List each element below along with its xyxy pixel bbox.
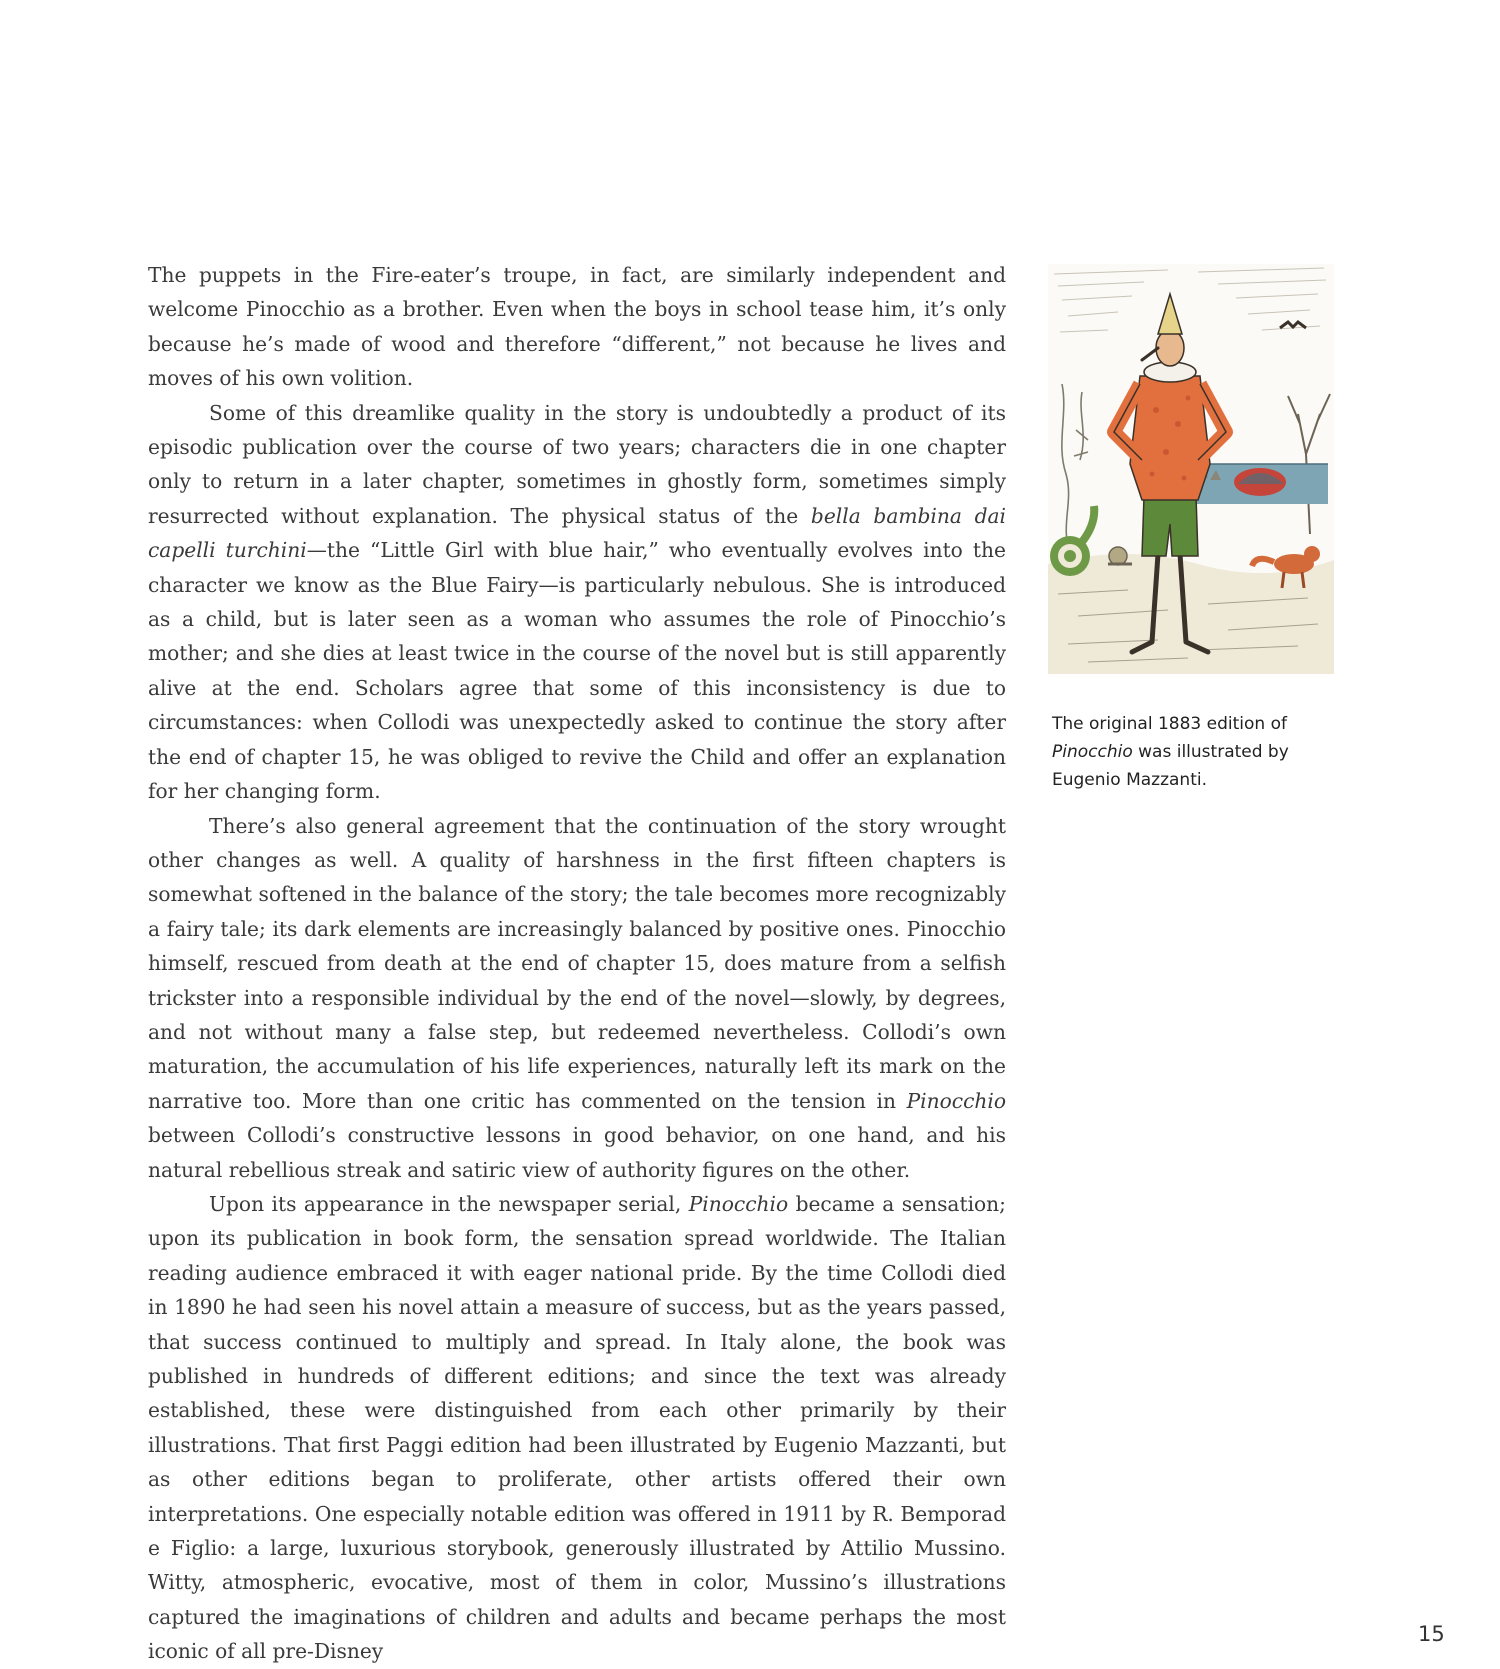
body-paragraph [148,809,1006,1187]
body-text [148,258,1006,1669]
paragraph-text: There’s also general agreement that the continuation of the story wrought other changes as well. A quality of harshness in the first fifteen chapters is somewhat softened in the balance of the story; the tale becomes more recognizably a fairy tale; its dark elements are increasingly balanced by positive ones. Pinocchio himself, rescued from death at the end of chapter 15, does mature from a selfish trickster into a responsible individual by the end of the novel—slowly, by degrees, and not without many a false step, but redeemed nevertheless. Collodi’s own maturation, the accumulation of his life experiences, naturally left its mark on the narrative too. More than one critic has commented on the tension in [148,813,1006,1113]
pinocchio-illustration [1048,264,1334,674]
page-number: 15 [1418,1622,1445,1646]
paragraph-text: —the “Little Girl with blue hair,” who eventually evolves into the character we know as the Blue Fairy—is particularly nebulous. She is introduced as a child, but is later seen as a woman who assumes the role of Pinocchio’s mother; and she dies at least twice in the course of the novel but is still apparently alive at the end. Scholars agree that some of this inconsistency is due to circumstances: when Collodi was unexpectedly asked to continue the story after the end of chapter 15, he was obliged to revive the Child and offer an explanation for her changing form. [148,538,1006,804]
body-paragraph [148,1187,1006,1669]
italic-title-text: bella bambina dai capelli turchini [148,503,1006,563]
paragraph-text: between Collodi’s constructive lessons in good behavior, on one hand, and his natural rebellious streak and satiric view of authority figures on the other. [148,1123,1006,1182]
paragraph-text: Some of this dreamlike quality in the story is undoubtedly a product of its episodic publication over the course of two years; characters die in one chapter only to return in a later chapter, sometimes in ghostly form, sometimes simply resurrected without explanation. The physical status of the [148,400,1006,528]
pinocchio-illustration-drawing [1048,264,1334,674]
left-foliage [1062,384,1088,554]
figure-caption [1052,710,1352,794]
caption-italic-text: Pinocchio [1052,742,1133,762]
italic-title-text: Pinocchio [688,1191,789,1216]
italic-title-text: Pinocchio [906,1088,1006,1113]
body-paragraph [148,258,1006,396]
paragraph-text: became a sensation; upon its publication in book form, the sensation spread worldwide. The Italian reading audience embraced it with eager national pride. By the time Collodi died in 1890 he had seen his novel attain a measure of success, but as the years passed, that success continued to multiply and spread. In Italy alone, the book was published in hundreds of different editions; and since the text was already established, these were distinguished from each other primarily by their illustrations. That first Paggi edition had been illustrated by Eugenio Mazzanti, but as other editions began to proliferate, other artists offered their own interpretations. One especially notable edition was offered in 1911 by R. Bemporad e Figlio: a large, luxurious storybook, generously illustrated by Attilio Mussino. Witty, atmospheric, evocative, most of them in color, Mussino’s illustrations captured the imaginations of children and adults and became perhaps the most iconic of all pre-Disney [148,1191,1006,1664]
caption-text: was illustrated by Eugenio Mazzanti. [1052,742,1289,790]
caption-text: The original 1883 edition of [1052,714,1287,734]
paragraph-text: Upon its appearance in the newspaper serial, [209,1191,689,1216]
paragraph-text: The puppets in the Fire-eater’s troupe, in fact, are similarly independent and welcome Pinocchio as a brother. Even when the boys in school tease him, it’s only because he’s made of wood and therefore “different,” not because he lives and moves of his own volition. [148,263,1006,391]
body-paragraph [148,396,1006,809]
